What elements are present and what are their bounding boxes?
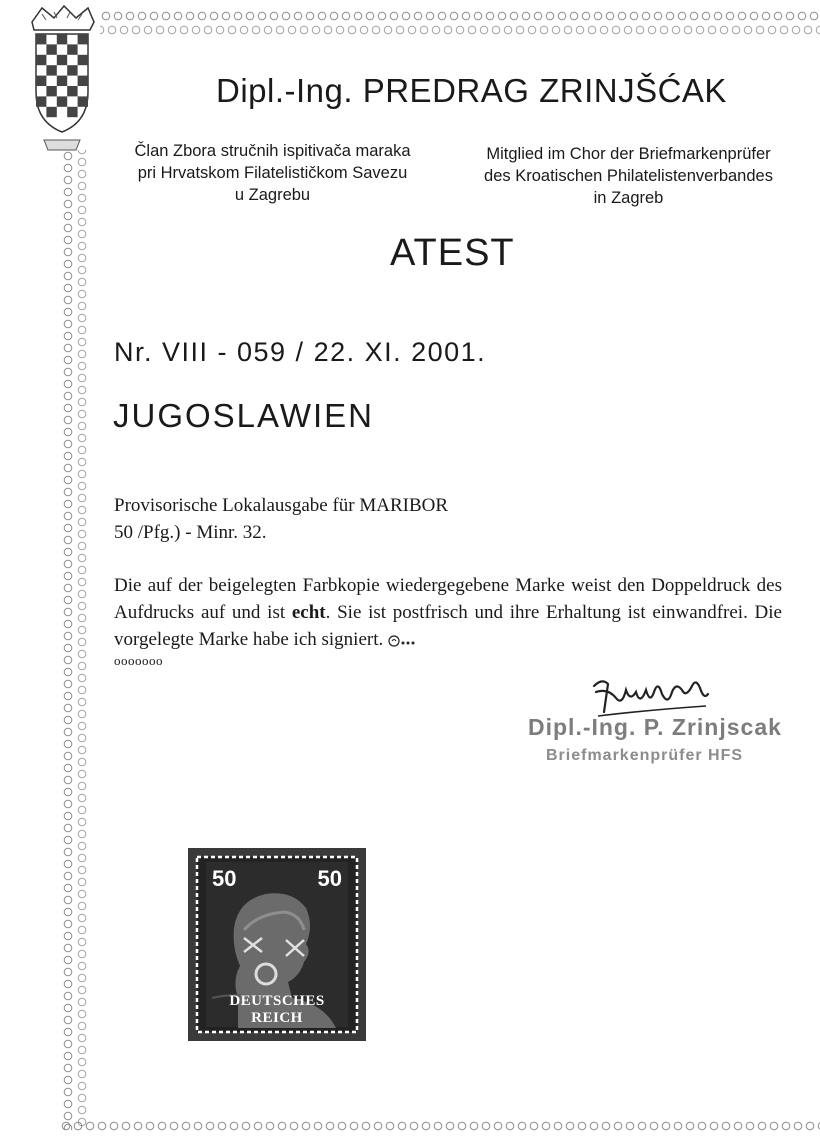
- expert-mark-icon: [388, 635, 416, 647]
- document-heading: ATEST: [390, 232, 515, 274]
- country-heading: JUGOSLAWIEN: [113, 397, 374, 434]
- affiliation-line: pri Hrvatskom Filatelističkom Savezu: [137, 164, 408, 182]
- affiliation-line: des Kroatischen Philatelistenverbandes: [484, 167, 773, 185]
- affiliation-line: in Zagreb: [593, 189, 664, 207]
- stamp-value-right: 50: [317, 866, 342, 891]
- filler-dots: ooooooo: [114, 653, 163, 668]
- affiliation-line: u Zagrebu: [234, 186, 311, 204]
- expert-stamp-name: Dipl.-Ing. P. Zrinjscak: [528, 714, 782, 740]
- issue-line: Provisorische Lokalausgabe für MARIBOR: [114, 495, 449, 516]
- stamp-value-left: 50: [212, 866, 237, 891]
- certificate-number: Nr. VIII - 059 / 22. XI. 2001.: [114, 337, 487, 367]
- german-affiliation: [456, 143, 801, 209]
- certificate-border-left: [60, 150, 90, 1130]
- croatian-coat-of-arms-icon: [24, 4, 98, 154]
- expert-name-title: Dipl.-Ing. PREDRAG ZRINJŠĆAK: [216, 72, 727, 109]
- statement-genuine: echt: [291, 602, 326, 623]
- certificate-border-bottom: [60, 1118, 820, 1142]
- issue-line: 50 /Pfg.) - Minr. 32.: [114, 522, 267, 543]
- issue-description: [114, 492, 448, 546]
- certificate-border-top: [100, 8, 820, 38]
- stamp-country-text: DEUTSCHES REICH: [229, 993, 325, 1026]
- affiliation-line: Član Zbora stručnih ispitivača maraka: [134, 142, 411, 160]
- certificate-statement: [114, 572, 782, 653]
- statement-part: Die auf der beigelegten Farbkopie wiedergegebene Marke weist den Doppeldruck des Aufdrucks auf und ist: [114, 575, 782, 623]
- affiliation-line: Mitglied im Chor der Briefmarkenprüfer: [486, 145, 771, 163]
- postage-stamp-image: [188, 848, 366, 1041]
- croatian-affiliation: [100, 140, 445, 206]
- expert-stamp-title: Briefmarkenprüfer HFS: [546, 747, 744, 764]
- statement-part: . Sie ist postfrisch und ihre Erhaltung ist einwandfrei. Die vorgelegte Marke habe ich signiert.: [114, 602, 782, 650]
